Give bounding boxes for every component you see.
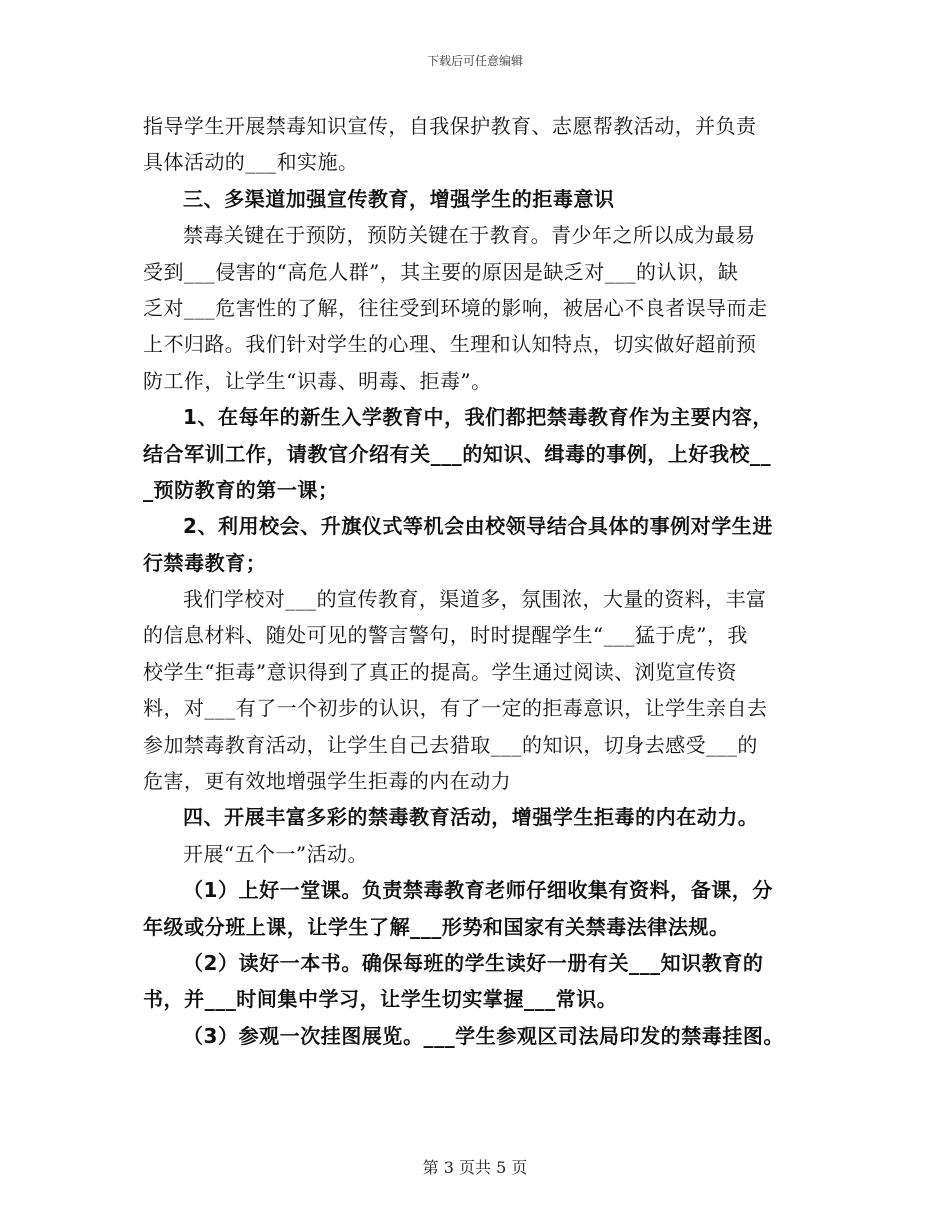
text-line: 乏对___危害性的了解，往往受到环境的影响，被居心不良者误导而走: [143, 295, 768, 320]
paragraph: [143, 217, 810, 399]
document-body: [143, 108, 810, 1054]
section-heading: [143, 181, 810, 217]
text-line: 书，并___时间集中学习，让学生切实掌握___常识。: [143, 987, 618, 1012]
section-heading: [143, 799, 810, 835]
text-line: 指导学生开展禁毒知识宣传，自我保护教育、志愿帮教活动，并负责: [143, 114, 757, 138]
text-line: 料，对___有了一个初步的认识，有了一定的拒毒意识，让学生亲自去: [143, 696, 768, 721]
paragraph: [143, 508, 810, 581]
text-line: 受到___侵害的“高危人群”，其主要的原因是缺乏对___的认识，缺: [143, 259, 739, 284]
heading-line: 四、开展丰富多彩的禁毒教育活动，增强学生拒毒的内在动力。: [183, 805, 759, 830]
text-line: 行禁毒教育；: [143, 550, 267, 575]
text-line: _预防教育的第一课；: [143, 477, 339, 502]
text-line: 禁毒关键在于预防，预防关键在于教育。青少年之所以成为最易: [183, 223, 756, 248]
text-line: 参加禁毒教育活动，让学生自己去猎取___的知识，切身去感受___的: [143, 732, 758, 757]
paragraph: [143, 1018, 810, 1054]
paragraph: [143, 945, 810, 1018]
paragraph: [143, 581, 810, 799]
text-line: （2）读好一本书。确保每班的学生读好一册有关___知识教育的: [183, 950, 764, 975]
paragraph: [143, 836, 810, 872]
paragraph: [143, 399, 810, 508]
text-line: （1）上好一堂课。负责禁毒教育老师仔细收集有资料，备课，分: [183, 878, 773, 903]
text-line: 我们学校对___的宣传教育，渠道多，氛围浓，大量的资料，丰富: [183, 587, 767, 612]
paragraph: [143, 872, 810, 945]
text-line: 具体活动的___和实施。: [143, 150, 359, 175]
text-line: 校学生“拒毒”意识得到了真正的提高。学生通过阅读、浏览宣传资: [143, 659, 737, 684]
heading-line: 三、多渠道加强宣传教育，增强学生的拒毒意识: [183, 186, 615, 211]
text-line: 年级或分班上课，让学生了解___形势和国家有关禁毒法律法规。: [143, 914, 730, 939]
text-line: 的信息材料、随处可见的警言警句，时时提醒学生“___猛于虎”，我: [143, 623, 748, 648]
text-line: 上不归路。我们针对学生的心理、生理和认知特点，切实做好超前预: [143, 332, 757, 357]
text-line: 结合军训工作，请教官介绍有关___的知识、缉毒的事例，上好我校__: [143, 441, 772, 466]
text-line: （3）参观一次挂图展览。___学生参观区司法局印发的禁毒挂图。: [183, 1023, 784, 1048]
page-header: 下载后可任意编辑: [426, 54, 523, 68]
text-line: 危害，更有效地增强学生拒毒的内在动力: [143, 769, 512, 794]
text-line: 防工作，让学生“识毒、明毒、拒毒”。: [143, 368, 492, 393]
paragraph: [143, 108, 810, 181]
text-line: 开展“五个一”活动。: [183, 841, 368, 866]
text-line: 1、在每年的新生入学教育中，我们都把禁毒教育作为主要内容，: [183, 405, 773, 430]
text-line: 2、利用校会、升旗仪式等机会由校领导结合具体的事例对学生进: [183, 514, 773, 539]
page-footer: 第 3 页共 5 页: [422, 1158, 528, 1177]
